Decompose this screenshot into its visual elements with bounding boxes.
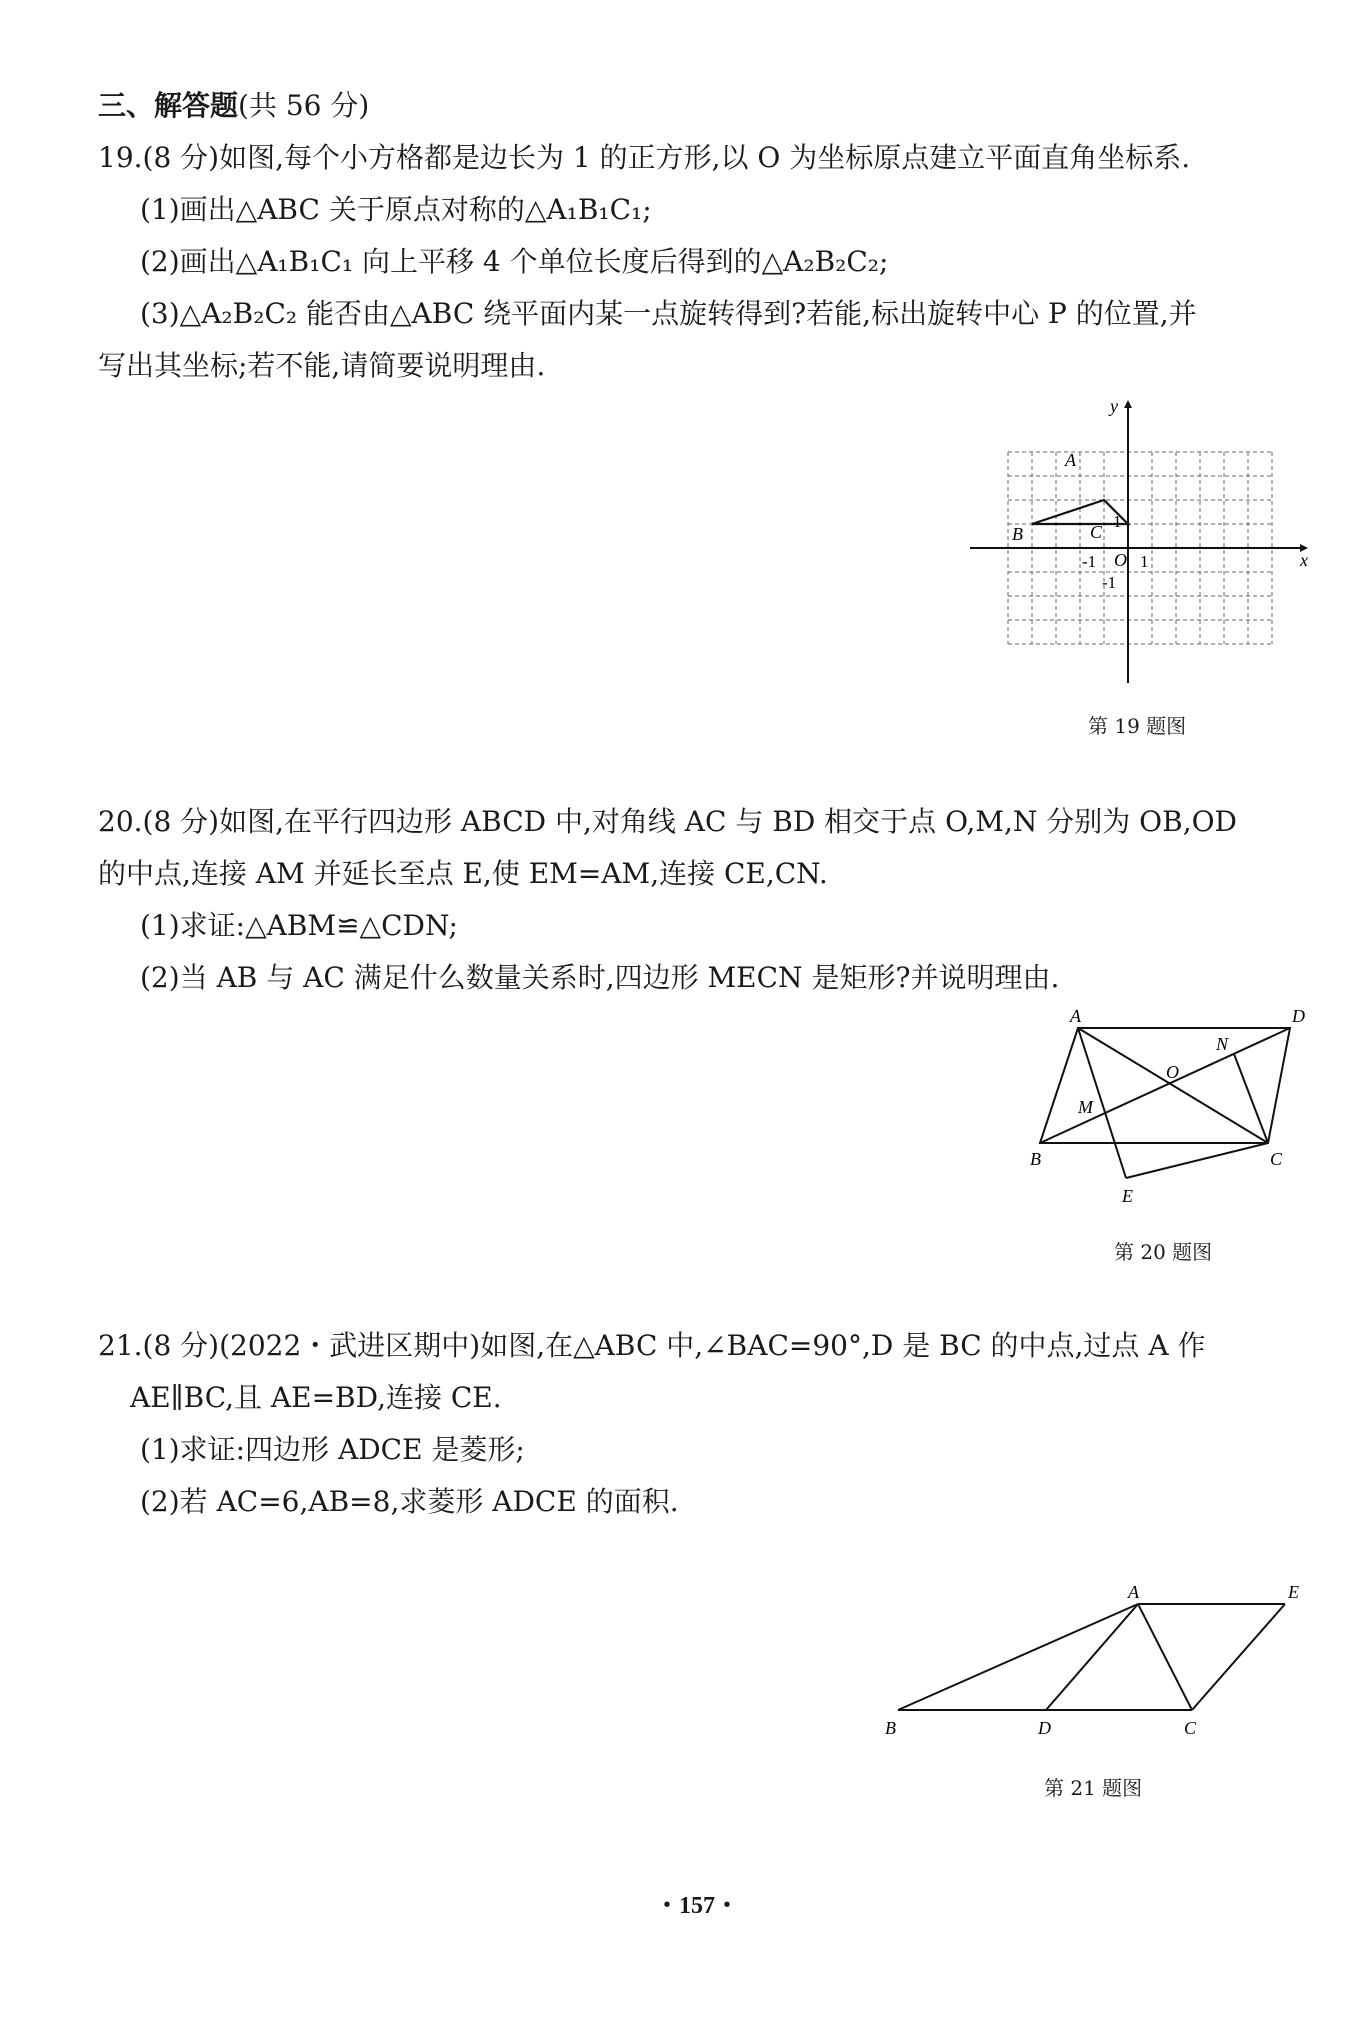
label-e: E [1288, 1582, 1299, 1602]
label-a: A [1065, 450, 1076, 470]
tick-1-y: 1 [1113, 512, 1122, 531]
q20-part1: (1)求证:△ABM≌△CDN; [140, 909, 458, 942]
label-m: M [1078, 1097, 1093, 1117]
q19-axes [970, 405, 1300, 683]
q19-part3-line2: 写出其坐标;若不能,请简要说明理由. [98, 349, 546, 382]
q19-part3-line1: (3)△A₂B₂C₂ 能否由△ABC 绕平面内某一点旋转得到?若能,标出旋转中心 P 的位置,并 [140, 297, 1197, 330]
tick-1-x: 1 [1140, 552, 1149, 571]
q20-parallelogram-figure [1030, 1008, 1330, 1218]
label-b: B [885, 1718, 896, 1738]
label-b: B [1012, 524, 1023, 544]
label-n: N [1216, 1034, 1229, 1054]
q21-caption: 第 21 题图 [1044, 1776, 1143, 1800]
label-c: C [1184, 1718, 1197, 1738]
label-a: A [1128, 1582, 1139, 1602]
q19-stem: 19.(8 分)如图,每个小方格都是边长为 1 的正方形,以 O 为坐标原点建立平面直角坐标系. [98, 141, 1191, 174]
q20-part2: (2)当 AB 与 AC 满足什么数量关系时,四边形 MECN 是矩形?并说明理由. [140, 961, 1060, 994]
q20-line2: 的中点,连接 AM 并延长至点 E,使 EM=AM,连接 CE,CN. [98, 857, 828, 890]
label-o: O [1166, 1062, 1179, 1082]
q21-part2: (2)若 AC=6,AB=8,求菱形 ADCE 的面积. [140, 1485, 679, 1518]
segment-ce [1126, 1143, 1268, 1178]
q20-line1: 20.(8 分)如图,在平行四边形 ABCD 中,对角线 AC 与 BD 相交于点 O,M,N 分别为 OB,OD [98, 805, 1237, 838]
tick-neg1-y: -1 [1102, 573, 1117, 592]
segment-ad [1046, 1604, 1138, 1710]
q19-coordinate-figure [970, 400, 1310, 690]
q20-caption: 第 20 题图 [1114, 1240, 1213, 1264]
section-heading: 三、解答题(共 56 分) [98, 89, 370, 122]
q19-part1: (1)画出△ABC 关于原点对称的△A₁B₁C₁; [140, 193, 652, 226]
segment-ce [1192, 1604, 1285, 1710]
origin-label: O [1114, 550, 1127, 570]
label-e: E [1122, 1186, 1133, 1206]
y-axis-arrow [1124, 400, 1132, 408]
segment-ac [1138, 1604, 1192, 1710]
label-c: C [1270, 1149, 1283, 1169]
label-c: C [1090, 522, 1103, 542]
page-number: ・157・ [655, 1893, 739, 1919]
tick-neg1-x: -1 [1082, 552, 1097, 571]
segment-cn [1234, 1054, 1268, 1143]
q21-rhombus-figure [880, 1582, 1320, 1742]
q21-line1: 21.(8 分)(2022・武进区期中)如图,在△ABC 中,∠BAC=90°,D 是 BC 的中点,过点 A 作 [98, 1329, 1206, 1362]
q21-part1: (1)求证:四边形 ADCE 是菱形; [140, 1433, 525, 1466]
q19-caption: 第 19 题图 [1088, 714, 1187, 738]
label-d: D [1038, 1718, 1051, 1738]
label-d: D [1292, 1008, 1305, 1026]
axis-y-label: y [1110, 400, 1118, 416]
diagonal-ac [1078, 1028, 1268, 1143]
diagonal-bd [1040, 1028, 1290, 1143]
label-a: A [1070, 1008, 1081, 1026]
q21-line2: AE∥BC,且 AE=BD,连接 CE. [130, 1381, 502, 1414]
label-b: B [1030, 1149, 1041, 1169]
segment-ab [898, 1604, 1138, 1710]
axis-x-label: x [1300, 550, 1308, 570]
q19-part2: (2)画出△A₁B₁C₁ 向上平移 4 个单位长度后得到的△A₂B₂C₂; [140, 245, 889, 278]
